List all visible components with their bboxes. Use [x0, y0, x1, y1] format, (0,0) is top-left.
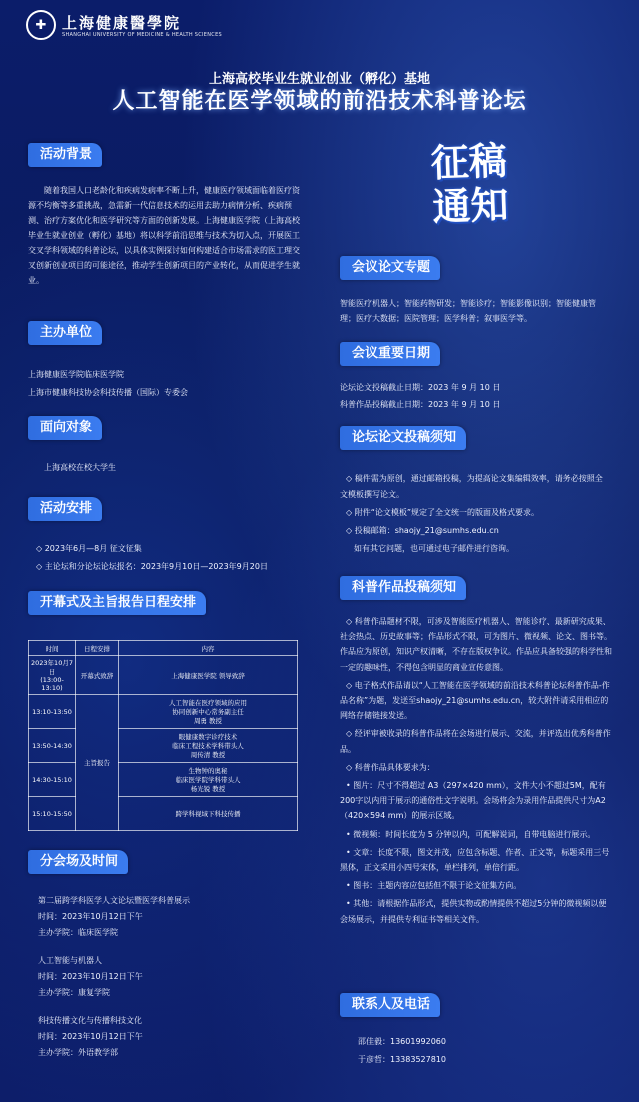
organizer-list — [28, 367, 308, 400]
work-rule-item: • 图片：尺寸不得超过 A3（297×420 mm），文件大小不超过5M，配有200字以内用于展示的通俗性文字说明。会场将会为录用作品提供尺寸为A2（420×594 mm）的展示区域。 — [340, 781, 606, 821]
schedule-time: 13:10-13:50 — [29, 695, 76, 729]
branch-time: 时间：2023年10月12日下午 — [38, 972, 143, 981]
paper-rules-list — [340, 471, 610, 557]
audience-text: 上海高校在校大学生 — [44, 463, 116, 472]
table-row — [29, 797, 298, 831]
work-rule-item: ◇ 科普作品具体要求为： — [346, 762, 435, 772]
branch-title: 科技传播文化与传播科技文化 — [38, 1016, 142, 1025]
paper-rule-item: 如有其它问题，也可通过电子邮件进行咨询。 — [354, 544, 514, 553]
work-rule-item: ◇ 科普作品题材不限，可涉及智能医疗机器人、智能诊疗、最新研究成果、社会热点、历史故事等；作品形式不限，可为图片、微视频、论文、图书等。作品应为原创，知识产权清晰，不存在版权争议。作品应具备较强的科学性和一定的趣味性，不得包含明显的商业宣传意图。 — [340, 617, 612, 672]
section-organizer-label: 主办单位 — [28, 321, 102, 345]
arrangement-list — [36, 541, 316, 574]
school-name: 上海健康醫學院 — [62, 14, 182, 32]
section-paper-rules-label: 论坛论文投稿须知 — [340, 426, 466, 450]
arrangement-item: ◇ 2023年6月—8月 征文征集 — [36, 544, 142, 553]
contact-item: 邵佳毅：13601992060 — [358, 1037, 446, 1046]
paper-rule-item: ◇ 稿件需为原创，通过邮箱投稿，为提高论文集编辑效率，请务必按照全文模板撰写论文。 — [340, 474, 603, 499]
schedule-time: 14:30-15:10 — [29, 763, 76, 797]
branch-list — [38, 893, 308, 1061]
branch-college: 主办学院：临床医学院 — [38, 928, 118, 937]
section-background-label: 活动背景 — [28, 143, 102, 167]
work-rule-item: ◇ 电子格式作品请以“人工智能在医学领域的前沿技术科普论坛科普作品-作品名称”为题，发送至shaojy_21@sumhs.edu.cn，较大附件请采用相应的网络存储链接发送。 — [340, 680, 610, 721]
date-item: 论坛论文投稿截止日期：2023 年 9 月 10 日 — [340, 383, 501, 392]
schedule-content: 生物钟的奥秘 临床医学院学科带头人 杨光锐 教授 — [119, 763, 298, 797]
section-contact-label: 联系人及电话 — [340, 993, 440, 1017]
branch-college: 主办学院：外语教学部 — [38, 1048, 118, 1057]
paper-rule-item: ◇ 附件“论文模板”规定了全文统一的版面及格式要求。 — [346, 508, 539, 517]
branch-title: 人工智能与机器人 — [38, 956, 102, 965]
branch-time: 时间：2023年10月12日下午 — [38, 912, 143, 921]
table-row — [29, 729, 298, 763]
stamp-line-1: 征稿 — [430, 138, 508, 186]
work-rules-list — [340, 614, 612, 927]
schedule-table — [28, 640, 298, 831]
section-branch-label: 分会场及时间 — [28, 850, 128, 874]
table-row — [29, 656, 298, 695]
organizer-item: 上海市健康科技协会科技传播（国际）专委会 — [28, 388, 188, 397]
work-rule-item: • 图书：主题内容应包括但不限于论文征集方向。 — [346, 881, 522, 891]
page-title: 人工智能在医学领域的前沿技术科普论坛 — [112, 89, 527, 114]
work-rule-item: • 微视频：时间长度为 5 分钟以内，可配解说词，自带电脑进行展示。 — [346, 829, 596, 839]
schedule-table-wrap — [28, 640, 298, 831]
work-rule-item: • 文章：长度不限，图文并茂，应包含标题、作者、正文等，标题采用三号黑体，正文采用小四号宋体，单栏排列，单倍行距。 — [340, 847, 610, 873]
section-topics-label: 会议论文专题 — [340, 256, 440, 280]
schedule-content: 跨学科视域下科技传播 — [119, 797, 298, 831]
organizer-item: 上海健康医学院临床医学院 — [28, 370, 124, 379]
contact-list — [358, 1034, 598, 1068]
schedule-header-time: 时间 — [29, 641, 76, 656]
branch-time: 时间：2023年10月12日下午 — [38, 1032, 143, 1041]
table-row — [29, 695, 298, 729]
schedule-content: 眼健康数字诊疗技术 临床工程技术学科带头人 周传清 教授 — [119, 729, 298, 763]
topics-text: 智能医疗机器人；智能药物研发；智能诊疗；智能影像识别；智能健康管理；医疗大数据；医院管理；医学科普；叙事医学等。 — [340, 299, 596, 323]
schedule-time: 2023年10月7日 (13:00-13:10) — [29, 656, 76, 695]
section-work-rules-label: 科普作品投稿须知 — [340, 576, 466, 600]
schedule-header-content: 内容 — [119, 641, 298, 656]
school-english-name: SHANGHAI UNIVERSITY OF MEDICINE & HEALTH SCIENCES — [62, 32, 223, 38]
sub-title: 上海高校毕业生就业创业（孵化）基地 — [208, 72, 430, 87]
section-schedule-label: 开幕式及主旨报告日程安排 — [28, 591, 206, 615]
schedule-content: 人工智能在医疗领域的应用 协同创新中心常务副主任 周勇 教授 — [119, 695, 298, 729]
section-arrangement-label: 活动安排 — [28, 497, 102, 521]
schedule-time: 15:10-15:50 — [29, 797, 76, 831]
arrangement-item: ◇ 主论坛和分论坛论坛报名：2023年9月10日—2023年9月20日 — [36, 562, 268, 571]
background-text: 随着我国人口老龄化和疾病发病率不断上升，健康医疗领域面临着医疗资源不均衡等多重挑战，急需新一代信息技术的运用去助力病情分析、疾病预测、治疗方案优化和医学研究等方面的创新发展。上海健康医学院（上海高校毕业生就业创业（孵化）基地）将以科学前沿思维与技术为切入点，开展医工交叉学科领域的科普论坛，以具体实例探讨如何构建适合市场需求的医工理交叉创新创业项目的可能途径，推动学生创新项目的产业转化，从而促进学生就业。 — [28, 186, 300, 285]
branch-college: 主办学院：康复学院 — [38, 988, 110, 997]
schedule-type: 开幕式致辞 — [76, 656, 119, 695]
section-audience-label: 面向对象 — [28, 416, 102, 440]
branch-title: 第二届跨学科医学人文论坛暨医学科普展示 — [38, 896, 190, 905]
table-row — [29, 763, 298, 797]
contact-item: 于彦哲：13383527810 — [358, 1055, 446, 1064]
paper-rule-item[interactable]: ◇ 投稿邮箱：shaojy_21@sumhs.edu.cn — [346, 526, 499, 535]
call-for-papers-stamp — [413, 138, 527, 252]
schedule-type: 主旨报告 — [76, 695, 119, 831]
dates-list — [340, 380, 610, 412]
school-logo-icon: ✚ — [26, 10, 56, 40]
schedule-time: 13:50-14:30 — [29, 729, 76, 763]
stamp-line-2: 通知 — [431, 182, 510, 230]
section-dates-label: 会议重要日期 — [340, 342, 440, 366]
work-rule-item: ◇ 经评审被收录的科普作品将在会场进行展示、交流，并评选出优秀科普作品。 — [340, 729, 611, 754]
schedule-content: 上海健康医学院 领导致辞 — [119, 656, 298, 695]
work-rule-item: • 其他：请根据作品形式，提供实物或酌情提供不超过5分钟的微视频以便会场展示，并提供专利证书等相关文件。 — [340, 899, 607, 924]
date-item: 科普作品投稿截止日期：2023 年 9 月 10 日 — [340, 400, 501, 409]
schedule-header-type: 日程安排 — [76, 641, 119, 656]
